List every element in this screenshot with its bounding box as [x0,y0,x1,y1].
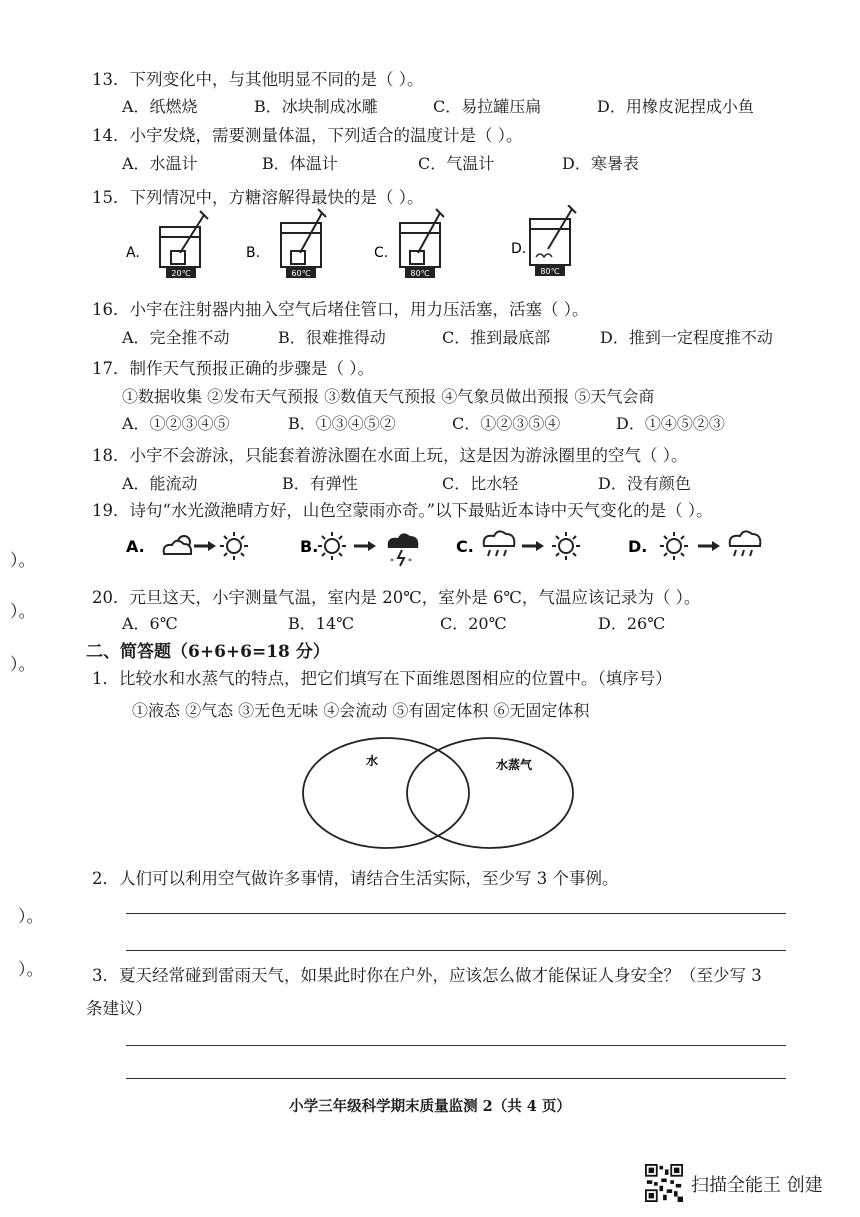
arrow-icon [354,541,376,551]
temp-label-d: 80℃ [540,267,560,276]
option-d: D．用橡皮泥捏成小鱼 [597,97,754,116]
option-a: A．能流动 [122,474,198,493]
venn-label-water: 水 [366,754,379,768]
page-footer: 小学三年级科学期末质量监测 2（共 4 页） [289,1098,571,1115]
rain-cloud-icon [730,531,761,556]
question-19: 19．诗句“水光潋滟晴方好，山色空蒙雨亦奇。”以下最贴近本诗中天气变化的是（ ）。 [92,501,713,520]
option-a-letter: A. [126,245,140,261]
arrow-icon [194,541,216,551]
sun-icon [552,532,580,560]
venn-circle-steam [407,738,573,848]
option-d-letter: D. [628,537,648,556]
option-b-letter: B. [246,245,261,261]
option-c: C．20℃ [440,614,507,633]
question-16: 16．小宇在注射器内抽入空气后堵住管口，用力压活塞，活塞（ ）。 [92,300,589,319]
margin-fragment: ）。 [18,907,44,927]
storm-cloud-icon [388,533,419,566]
watermark-text: 扫描全能王 创建 [691,1175,823,1196]
temp-label-c: 80℃ [410,269,430,278]
option-a-letter: A. [126,537,145,556]
margin-fragment: ）。 [10,655,36,675]
option-b: B．①③④⑤② [288,414,396,433]
qr-code-icon [645,1164,683,1202]
option-d: D．寒暑表 [562,154,639,173]
arrow-icon [522,541,544,551]
option-c: C．比水轻 [442,474,519,493]
answer-line[interactable] [126,1045,786,1046]
option-a: A．6℃ [122,614,178,633]
beaker-c-icon [400,209,444,267]
section-title: 二、简答题（6+6+6=18 分） [86,642,330,662]
beaker-b-icon [281,209,326,267]
option-d: D．没有颜色 [598,474,691,493]
beaker-a-icon [160,211,208,267]
rain-cloud-icon [484,531,515,556]
short-answer-2: 2．人们可以利用空气做许多事情，请结合生活实际，至少写 3 个事例。 [92,869,619,888]
question-19-weather-options [122,526,772,570]
answer-line[interactable] [126,950,786,951]
option-a: A．纸燃烧 [122,97,198,116]
option-d: D．26℃ [598,614,666,633]
option-b: B．14℃ [288,614,355,633]
option-c: C．易拉罐压扁 [433,97,542,116]
question-14: 14．小宇发烧，需要测量体温，下列适合的温度计是（ ）。 [92,126,523,145]
question-17: 17．制作天气预报正确的步骤是（ ）。 [92,359,374,378]
svg-text:*: * [390,557,394,566]
option-c: C．推到最底部 [442,328,551,347]
option-b: B．体温计 [262,154,338,173]
short-answer-3-line2: 条建议） [86,999,152,1018]
margin-fragment: ）。 [10,602,36,622]
option-c: C．①②③⑤④ [452,414,561,433]
venn-circle-water [303,738,469,848]
temp-label-a: 20℃ [171,269,191,278]
option-b: B．很难推得动 [278,328,386,347]
question-17-steps: ①数据收集 ②发布天气预报 ③数值天气预报 ④气象员做出预报 ⑤天气会商 [122,387,655,406]
option-b: B．有弹性 [282,474,358,493]
arrow-icon [698,541,720,551]
option-d: D．推到一定程度推不动 [600,328,773,347]
question-13: 13．下列变化中，与其他明显不同的是（ ）。 [92,70,424,89]
venn-diagram [300,735,582,853]
short-answer-3-line1: 3．夏天经常碰到雷雨天气，如果此时你在户外，应该怎么做才能保证人身安全？（至少写 3 [92,966,762,985]
svg-text:*: * [408,557,412,566]
question-15: 15．下列情况中，方糖溶解得最快的是（ ）。 [92,188,424,207]
option-c-letter: C. [456,537,474,556]
margin-fragment: ）。 [18,960,44,980]
option-c-letter: C. [374,245,389,261]
sun-icon [318,532,346,560]
option-a: A．①②③④⑤ [122,414,230,433]
question-20: 20．元旦这天，小宇测量气温，室内是 20℃，室外是 6℃，气温应该记录为（ ）。 [92,588,701,607]
venn-label-steam: 水蒸气 [496,758,533,772]
option-b: B．冰块制成冰雕 [254,97,378,116]
short-answer-1-items: ①液态 ②气态 ③无色无味 ④会流动 ⑤有固定体积 ⑥无固定体积 [132,701,590,720]
option-c: C．气温计 [418,154,495,173]
question-15-beakers [118,205,598,283]
option-b-letter: B. [300,537,319,556]
temp-label-b: 60℃ [291,269,311,278]
sun-icon [660,532,688,560]
answer-line[interactable] [126,913,786,914]
option-a: A．完全推不动 [122,328,230,347]
answer-line[interactable] [126,1078,786,1079]
option-d-letter: D. [511,241,527,257]
sun-icon [220,532,248,560]
short-answer-1: 1．比较水和水蒸气的特点，把它们填写在下面维恩图相应的位置中。（填序号） [92,669,672,688]
option-d: D．①④⑤②③ [616,414,725,433]
margin-fragment: ）。 [10,551,36,571]
question-18: 18．小宇不会游泳，只能套着游泳圈在水面上玩，这是因为游泳圈里的空气（ ）。 [92,446,688,465]
partly-cloudy-icon [164,536,191,554]
beaker-d-icon [530,205,576,265]
option-a: A．水温计 [122,154,198,173]
